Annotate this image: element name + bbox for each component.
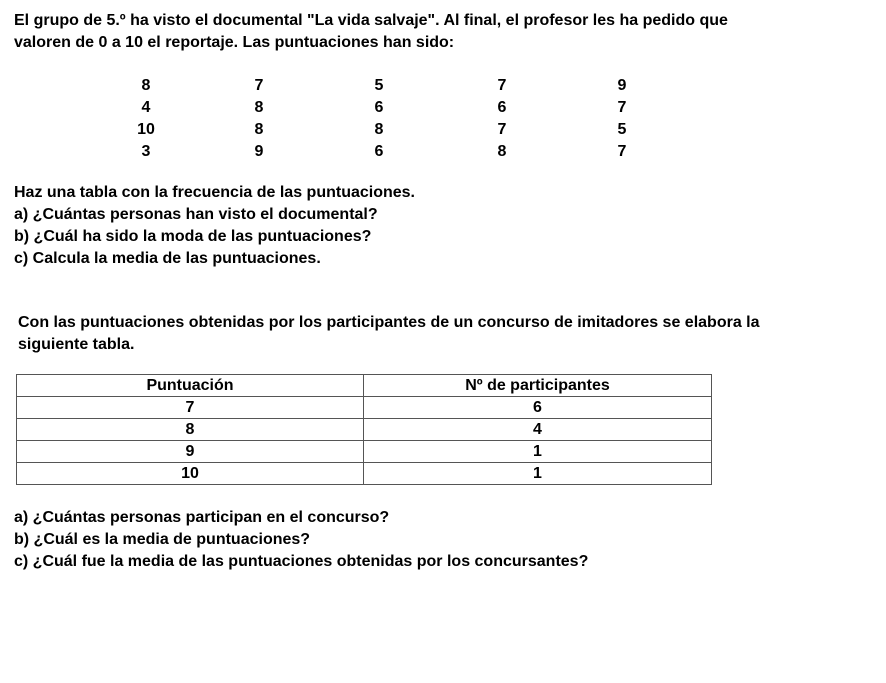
problem2-question-a: a) ¿Cuántas personas participan en el concurso? <box>14 509 390 526</box>
score-value: 7 <box>254 77 264 94</box>
problem2-intro <box>18 312 882 356</box>
problem1-task: Haz una tabla con la frecuencia de las puntuaciones. <box>14 184 415 201</box>
score-value: 8 <box>254 121 264 138</box>
score-value: 8 <box>374 121 384 138</box>
problem1-intro-line2: valoren de 0 a 10 el reportaje. Las puntuaciones han sido: <box>14 34 455 51</box>
cell-count: 6 <box>364 397 712 419</box>
score-column-1 <box>116 75 176 163</box>
score-value: 7 <box>617 143 627 160</box>
table-row <box>17 463 712 485</box>
cell-score: 8 <box>17 419 364 441</box>
score-value: 10 <box>137 121 155 138</box>
problem1-intro <box>14 10 874 54</box>
header-participantes: Nº de participantes <box>364 375 712 397</box>
problem2-questions <box>14 507 874 573</box>
score-value: 5 <box>374 77 384 94</box>
header-puntuacion: Puntuación <box>17 375 364 397</box>
score-value: 8 <box>254 99 264 116</box>
score-grid <box>0 75 886 165</box>
table-row <box>17 419 712 441</box>
score-value: 6 <box>497 99 507 116</box>
score-column-2 <box>229 75 289 163</box>
problem2-intro-line2: siguiente tabla. <box>18 336 135 353</box>
problem1-intro-line1: El grupo de 5.º ha visto el documental "La vida salvaje". Al final, el profesor les ha pedido que <box>14 12 728 29</box>
score-value: 6 <box>374 143 384 160</box>
table-row <box>17 397 712 419</box>
score-column-5 <box>592 75 652 163</box>
problem1-question-c: c) Calcula la media de las puntuaciones. <box>14 250 321 267</box>
score-value: 5 <box>617 121 627 138</box>
cell-count: 4 <box>364 419 712 441</box>
cell-count: 1 <box>364 441 712 463</box>
score-column-4 <box>472 75 532 163</box>
table-header-row <box>17 375 712 397</box>
cell-score: 9 <box>17 441 364 463</box>
problem2-question-c: c) ¿Cuál fue la media de las puntuaciones obtenidas por los concursantes? <box>14 553 589 570</box>
score-value: 4 <box>141 99 151 116</box>
score-value: 7 <box>617 99 627 116</box>
score-value: 6 <box>374 99 384 116</box>
score-value: 7 <box>497 121 507 138</box>
score-value: 3 <box>141 143 151 160</box>
problem1-question-a: a) ¿Cuántas personas han visto el documental? <box>14 206 378 223</box>
score-value: 8 <box>497 143 507 160</box>
cell-score: 7 <box>17 397 364 419</box>
problem1-question-b: b) ¿Cuál ha sido la moda de las puntuaciones? <box>14 228 372 245</box>
cell-score: 10 <box>17 463 364 485</box>
problem1-questions <box>14 182 874 270</box>
participants-table <box>16 374 712 485</box>
cell-count: 1 <box>364 463 712 485</box>
score-value: 9 <box>254 143 264 160</box>
problem2-intro-line1: Con las puntuaciones obtenidas por los participantes de un concurso de imitadores se elabora la <box>18 314 760 331</box>
score-value: 7 <box>497 77 507 94</box>
problem2-question-b: b) ¿Cuál es la media de puntuaciones? <box>14 531 311 548</box>
table-row <box>17 441 712 463</box>
score-value: 8 <box>141 77 151 94</box>
score-value: 9 <box>617 77 627 94</box>
score-column-3 <box>349 75 409 163</box>
